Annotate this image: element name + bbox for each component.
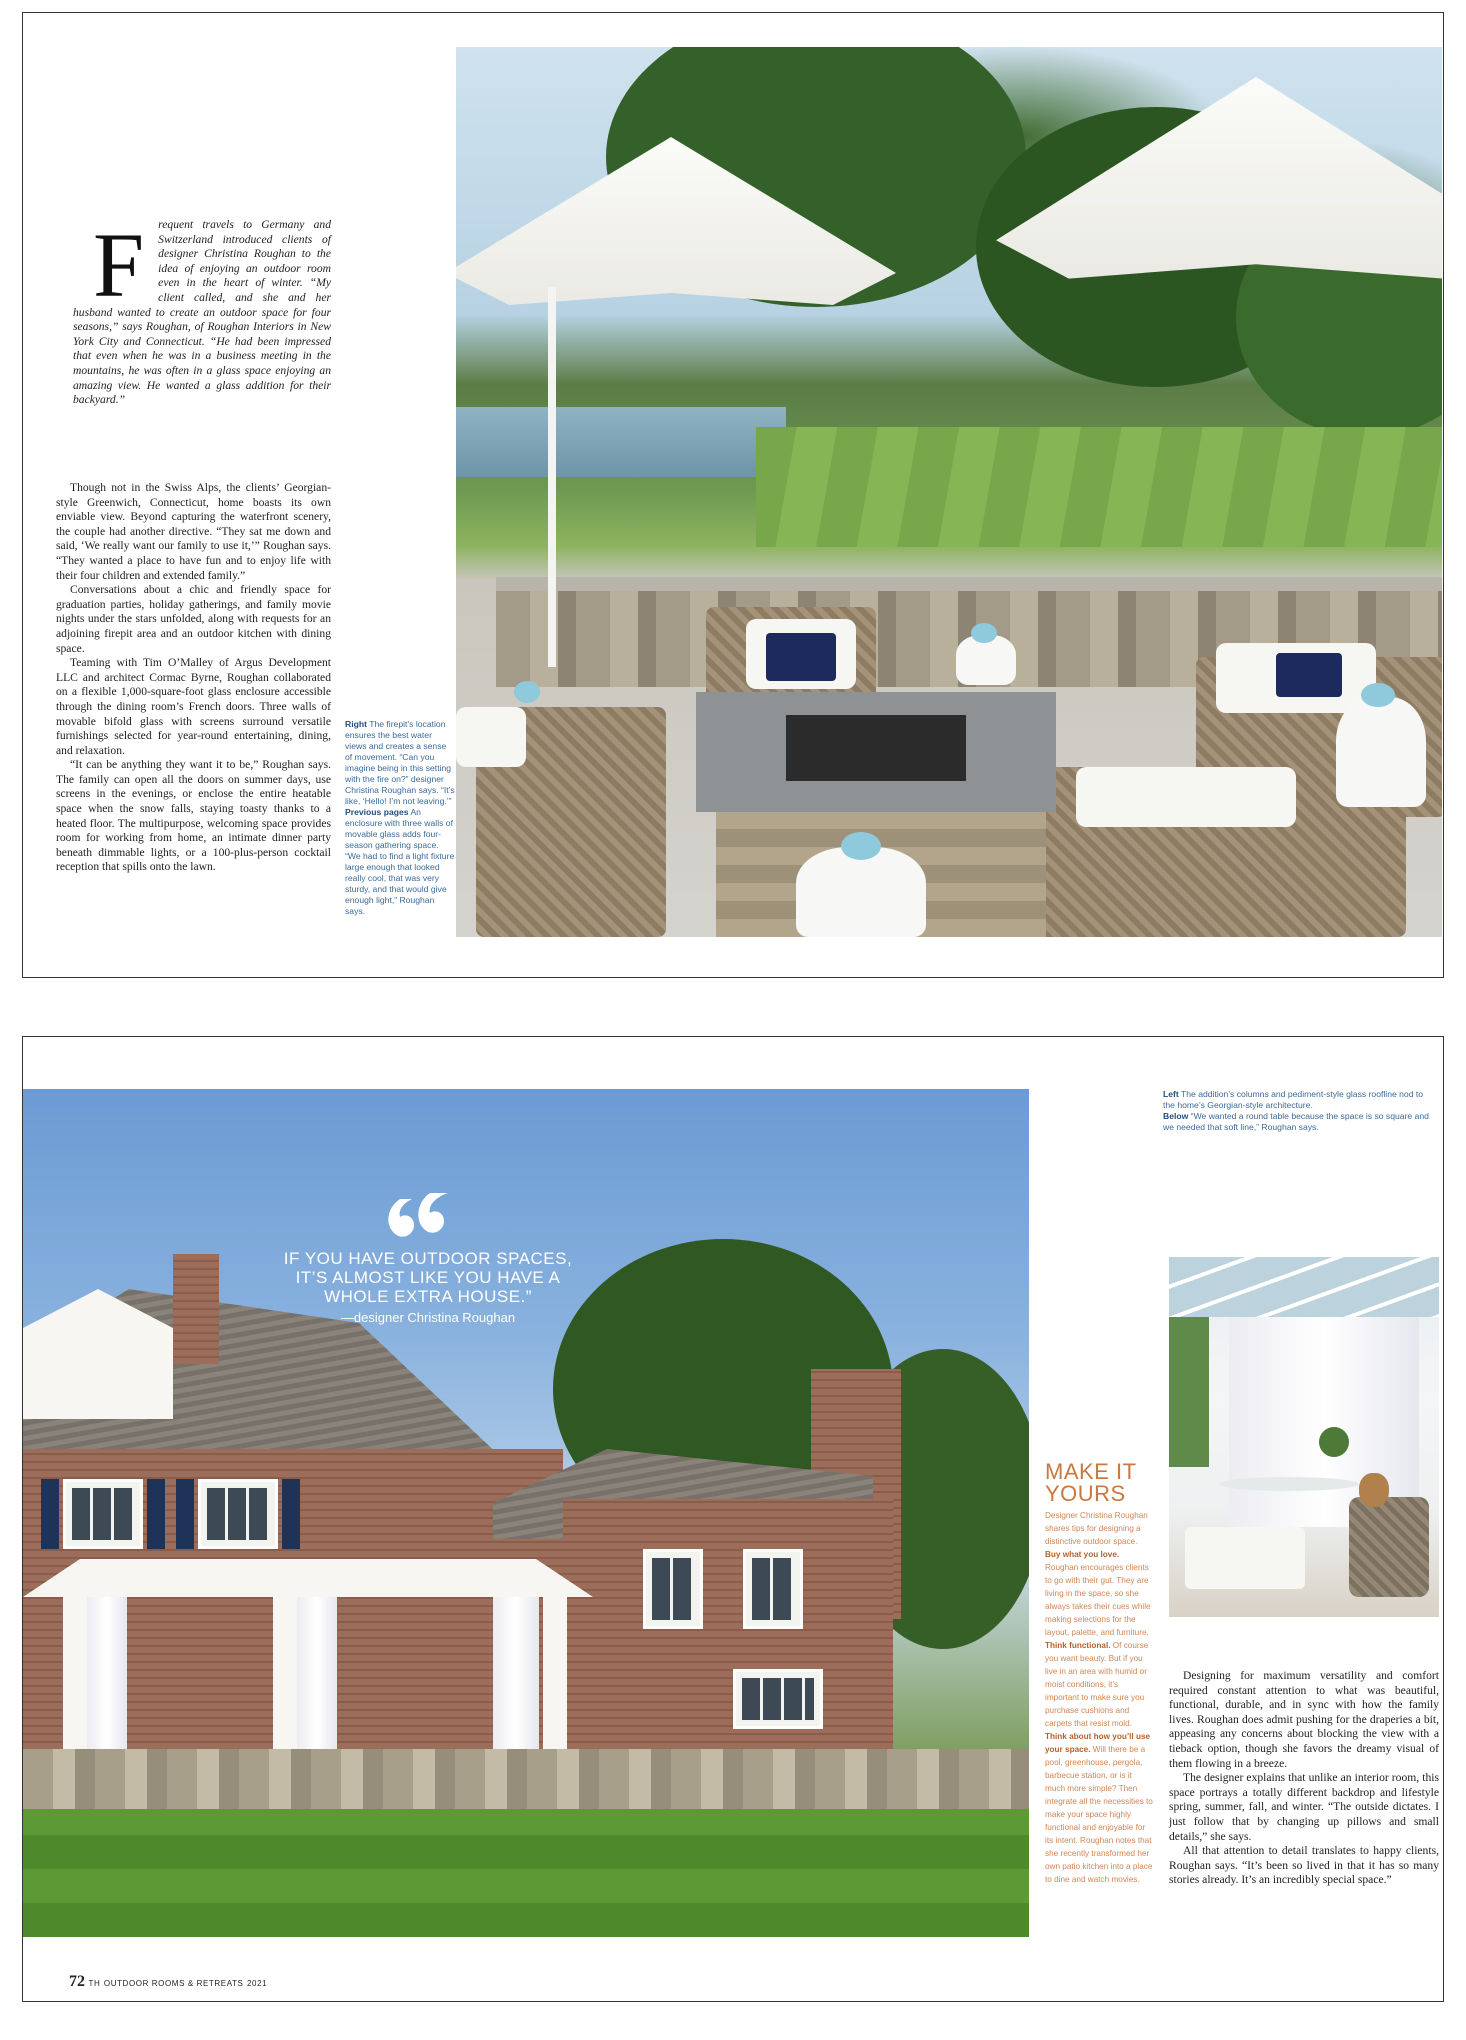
- wicker-chair: [1349, 1497, 1429, 1597]
- sidebar-intro: Designer Christina Roughan shares tips for designing a distinctive outdoor space.: [1045, 1511, 1148, 1546]
- glass-ceiling: [1169, 1257, 1439, 1317]
- pull-quote-text: IF YOU HAVE OUTDOOR SPACES, IT’S ALMOST LIKE YOU HAVE A WHOLE EXTRA HOUSE.”: [283, 1249, 573, 1306]
- pull-quote: [268, 1249, 588, 1325]
- body-paragraph: All that attention to detail translates to happy clients, Roughan says. “It’s been so lived in that it has so many stories already. It’s an incredibly special space.”: [1169, 1844, 1439, 1887]
- issue-year: 2021: [246, 1979, 268, 1988]
- pull-quote-attribution: —designer Christina Roughan: [340, 1310, 516, 1325]
- sidebar-title-line: YOURS: [1045, 1481, 1126, 1506]
- photo-caption: [345, 719, 455, 917]
- body-paragraph: Conversations about a chic and friendly space for graduation parties, holiday gatherings, and family movie nights under the stars unfolded, along with requests for an adjoining firepit area and an outdoor kitchen with dining space.: [56, 583, 331, 655]
- house-window: [643, 1549, 703, 1629]
- page-folio: [69, 1973, 267, 1991]
- body-column-left: [56, 481, 331, 875]
- section-name: OUTDOOR ROOMS & RETREATS: [103, 1979, 244, 1988]
- topiary: [1319, 1427, 1349, 1457]
- house-window: [743, 1549, 803, 1629]
- stone-terrace-wall: [23, 1749, 1029, 1809]
- white-drapery: [1229, 1317, 1419, 1527]
- sidebar-tip-heading: Buy what you love.: [1045, 1550, 1120, 1559]
- window-shutter: [176, 1479, 194, 1549]
- body-paragraph: Teaming with Tim O’Malley of Argus Development LLC and architect Cormac Byrne, Roughan collaborated on a flexible 1,000-square-foot glass enclosure accessible through the dining room’s French doors. Three walls of movable bifold glass with screens surround versatile furnishings selected for year-round entertaining, dining, and relaxation.: [56, 656, 331, 757]
- pediment-glass-roof: [23, 1559, 593, 1597]
- house-window: [198, 1479, 278, 1549]
- chair-cushion: [456, 707, 526, 767]
- chair-cushion: [1076, 767, 1296, 827]
- sidebar-title: [1045, 1461, 1153, 1505]
- round-table: [1219, 1477, 1359, 1491]
- ottoman: [1185, 1527, 1305, 1589]
- window-shutter: [147, 1479, 165, 1549]
- intro-paragraph: [73, 214, 331, 408]
- make-it-yours-sidebar: [1045, 1461, 1153, 1886]
- navy-pillow: [1276, 653, 1342, 697]
- georgian-house-photo: [23, 1089, 1029, 1937]
- brick-facade: [563, 1499, 893, 1749]
- lawn: [756, 427, 1442, 547]
- page-number: 72: [69, 1973, 85, 1990]
- magazine-logo: TH: [88, 1979, 101, 1988]
- candle-holder: [1361, 683, 1395, 707]
- sidebar-tip-text: Of course you want beauty. But if you live in an area with humid or moist conditions, it’s important to make sure you purchase cushions and carpets that resist mold.: [1045, 1641, 1149, 1728]
- garden-stool: [1336, 697, 1426, 807]
- candle-holder: [971, 623, 997, 643]
- body-paragraph: “It can be anything they want it to be,” Roughan says. The family can open all the doors on summer days, use screens in the evenings, or enclose the entire heatable space when the snow falls, staying toasty thanks to a heated floor. The multipurpose, welcoming space provides room for working from home, an intimate dinner party beneath dimmable lights, or a 100-plus-person cocktail reception that spills onto the lawn.: [56, 758, 331, 874]
- waterfront: [456, 407, 786, 477]
- glass-sunroom-photo: [1169, 1257, 1439, 1617]
- caption-label-left: Left: [1163, 1089, 1179, 1099]
- white-drapery: [493, 1597, 539, 1767]
- window-shutter: [41, 1479, 59, 1549]
- body-column-right: [1169, 1669, 1439, 1888]
- striped-lawn: [23, 1809, 1029, 1937]
- dog: [1359, 1473, 1389, 1507]
- umbrella-pole: [548, 287, 556, 667]
- quotation-mark-icon: [378, 1189, 458, 1249]
- firepit-burner: [786, 715, 966, 781]
- chimney: [173, 1254, 219, 1364]
- sidebar-tip-text: Roughan encourages clients to go with their gut. They are living in the space, so she always takes their cues while making selections for the layout, palette, and furniture.: [1045, 1563, 1151, 1637]
- candle-holder: [514, 681, 540, 703]
- garden-stool: [796, 847, 926, 937]
- patio-firepit-photo: [456, 47, 1442, 937]
- drop-cap: F: [93, 214, 145, 316]
- white-drapery: [297, 1597, 337, 1767]
- candle-holder: [841, 832, 881, 860]
- photo-caption: [1163, 1089, 1433, 1133]
- caption-text-previous: An enclosure with three walls of movable glass adds four-season gathering space. “We had to find a light fixture large enough that looked really cool, that was very sturdy, and that would give enough light,” Roughan says.: [345, 807, 455, 916]
- caption-text-left: The addition’s columns and pediment-style glass roofline nod to the home’s Georgian-style architecture.: [1163, 1089, 1424, 1110]
- sidebar-title-line: MAKE IT: [1045, 1459, 1137, 1484]
- body-paragraph: The designer explains that unlike an interior room, this space portrays a totally different backdrop and lifestyle spring, summer, fall, and winter. “The outside dictates. I just follow that by changing up pillows and small details,” she says.: [1169, 1771, 1439, 1843]
- caption-text-below: “We wanted a round table because the space is so square and we needed that soft line,” Roughan says.: [1163, 1111, 1429, 1132]
- window-shutter: [282, 1479, 300, 1549]
- intro-text: requent travels to Germany and Switzerland introduced clients of designer Christina Roughan to the idea of enjoying an outdoor room even in the heart of winter. “My client called, and she and her husband wanted to create an outdoor space for four seasons,” says Roughan, of Roughan Interiors in New York City and Connecticut. “He had been impressed that even when he was in a business meeting in the mountains, he was often in a glass space enjoying an amazing view. He wanted a glass addition for their backyard.”: [73, 218, 331, 407]
- caption-label-below: Below: [1163, 1111, 1189, 1121]
- magazine-spread-bottom: [22, 1036, 1444, 2002]
- body-paragraph: Designing for maximum versatility and comfort required constant attention to what was beautiful, functional, durable, and in sync with how the family lives. Roughan does admit pushing for the draperies a bit, appeasing any concerns about blocking the view with a tieback option, though she favors the dreamy visual of them flowing in a breeze.: [1169, 1669, 1439, 1770]
- sidebar-tip-text: Will there be a pool, greenhouse, pergola, barbecue station, or is it much more simple? Then integrate all the necessities to make your space highly functional and enjoyable for its intent. Roughan notes that she recently transformed her own patio kitchen into a place to dine and watch movies.: [1045, 1745, 1153, 1884]
- body-paragraph: Though not in the Swiss Alps, the clients’ Georgian-style Greenwich, Connecticut, home boasts its own enviable view. Beyond capturing the waterfront scenery, the couple had another directive. “They sat me down and said, ‘We really want our family to use it,’” Roughan says. “They wanted a place to have fun and to enjoy life with their four children and extended family.”: [56, 481, 331, 582]
- sidebar-tip-heading: Think about how you’ll use your space.: [1045, 1732, 1151, 1754]
- house-window: [733, 1669, 823, 1729]
- white-drapery: [87, 1597, 127, 1767]
- garden-view: [1169, 1317, 1209, 1467]
- caption-text-right: The firepit’s location ensures the best water views and creates a sense of movement. “Can you imagine being in this setting with the fire on?” designer Christina Roughan says. “It’s like, ‘Hello! I’m not leaving.’”: [345, 719, 455, 806]
- navy-pillow: [766, 633, 836, 681]
- caption-label-right: Right: [345, 719, 367, 729]
- magazine-spread-top: [22, 12, 1444, 978]
- house-window: [63, 1479, 143, 1549]
- caption-label-previous: Previous pages: [345, 807, 409, 817]
- sidebar-body: [1045, 1509, 1153, 1886]
- sidebar-tip-heading: Think functional.: [1045, 1641, 1111, 1650]
